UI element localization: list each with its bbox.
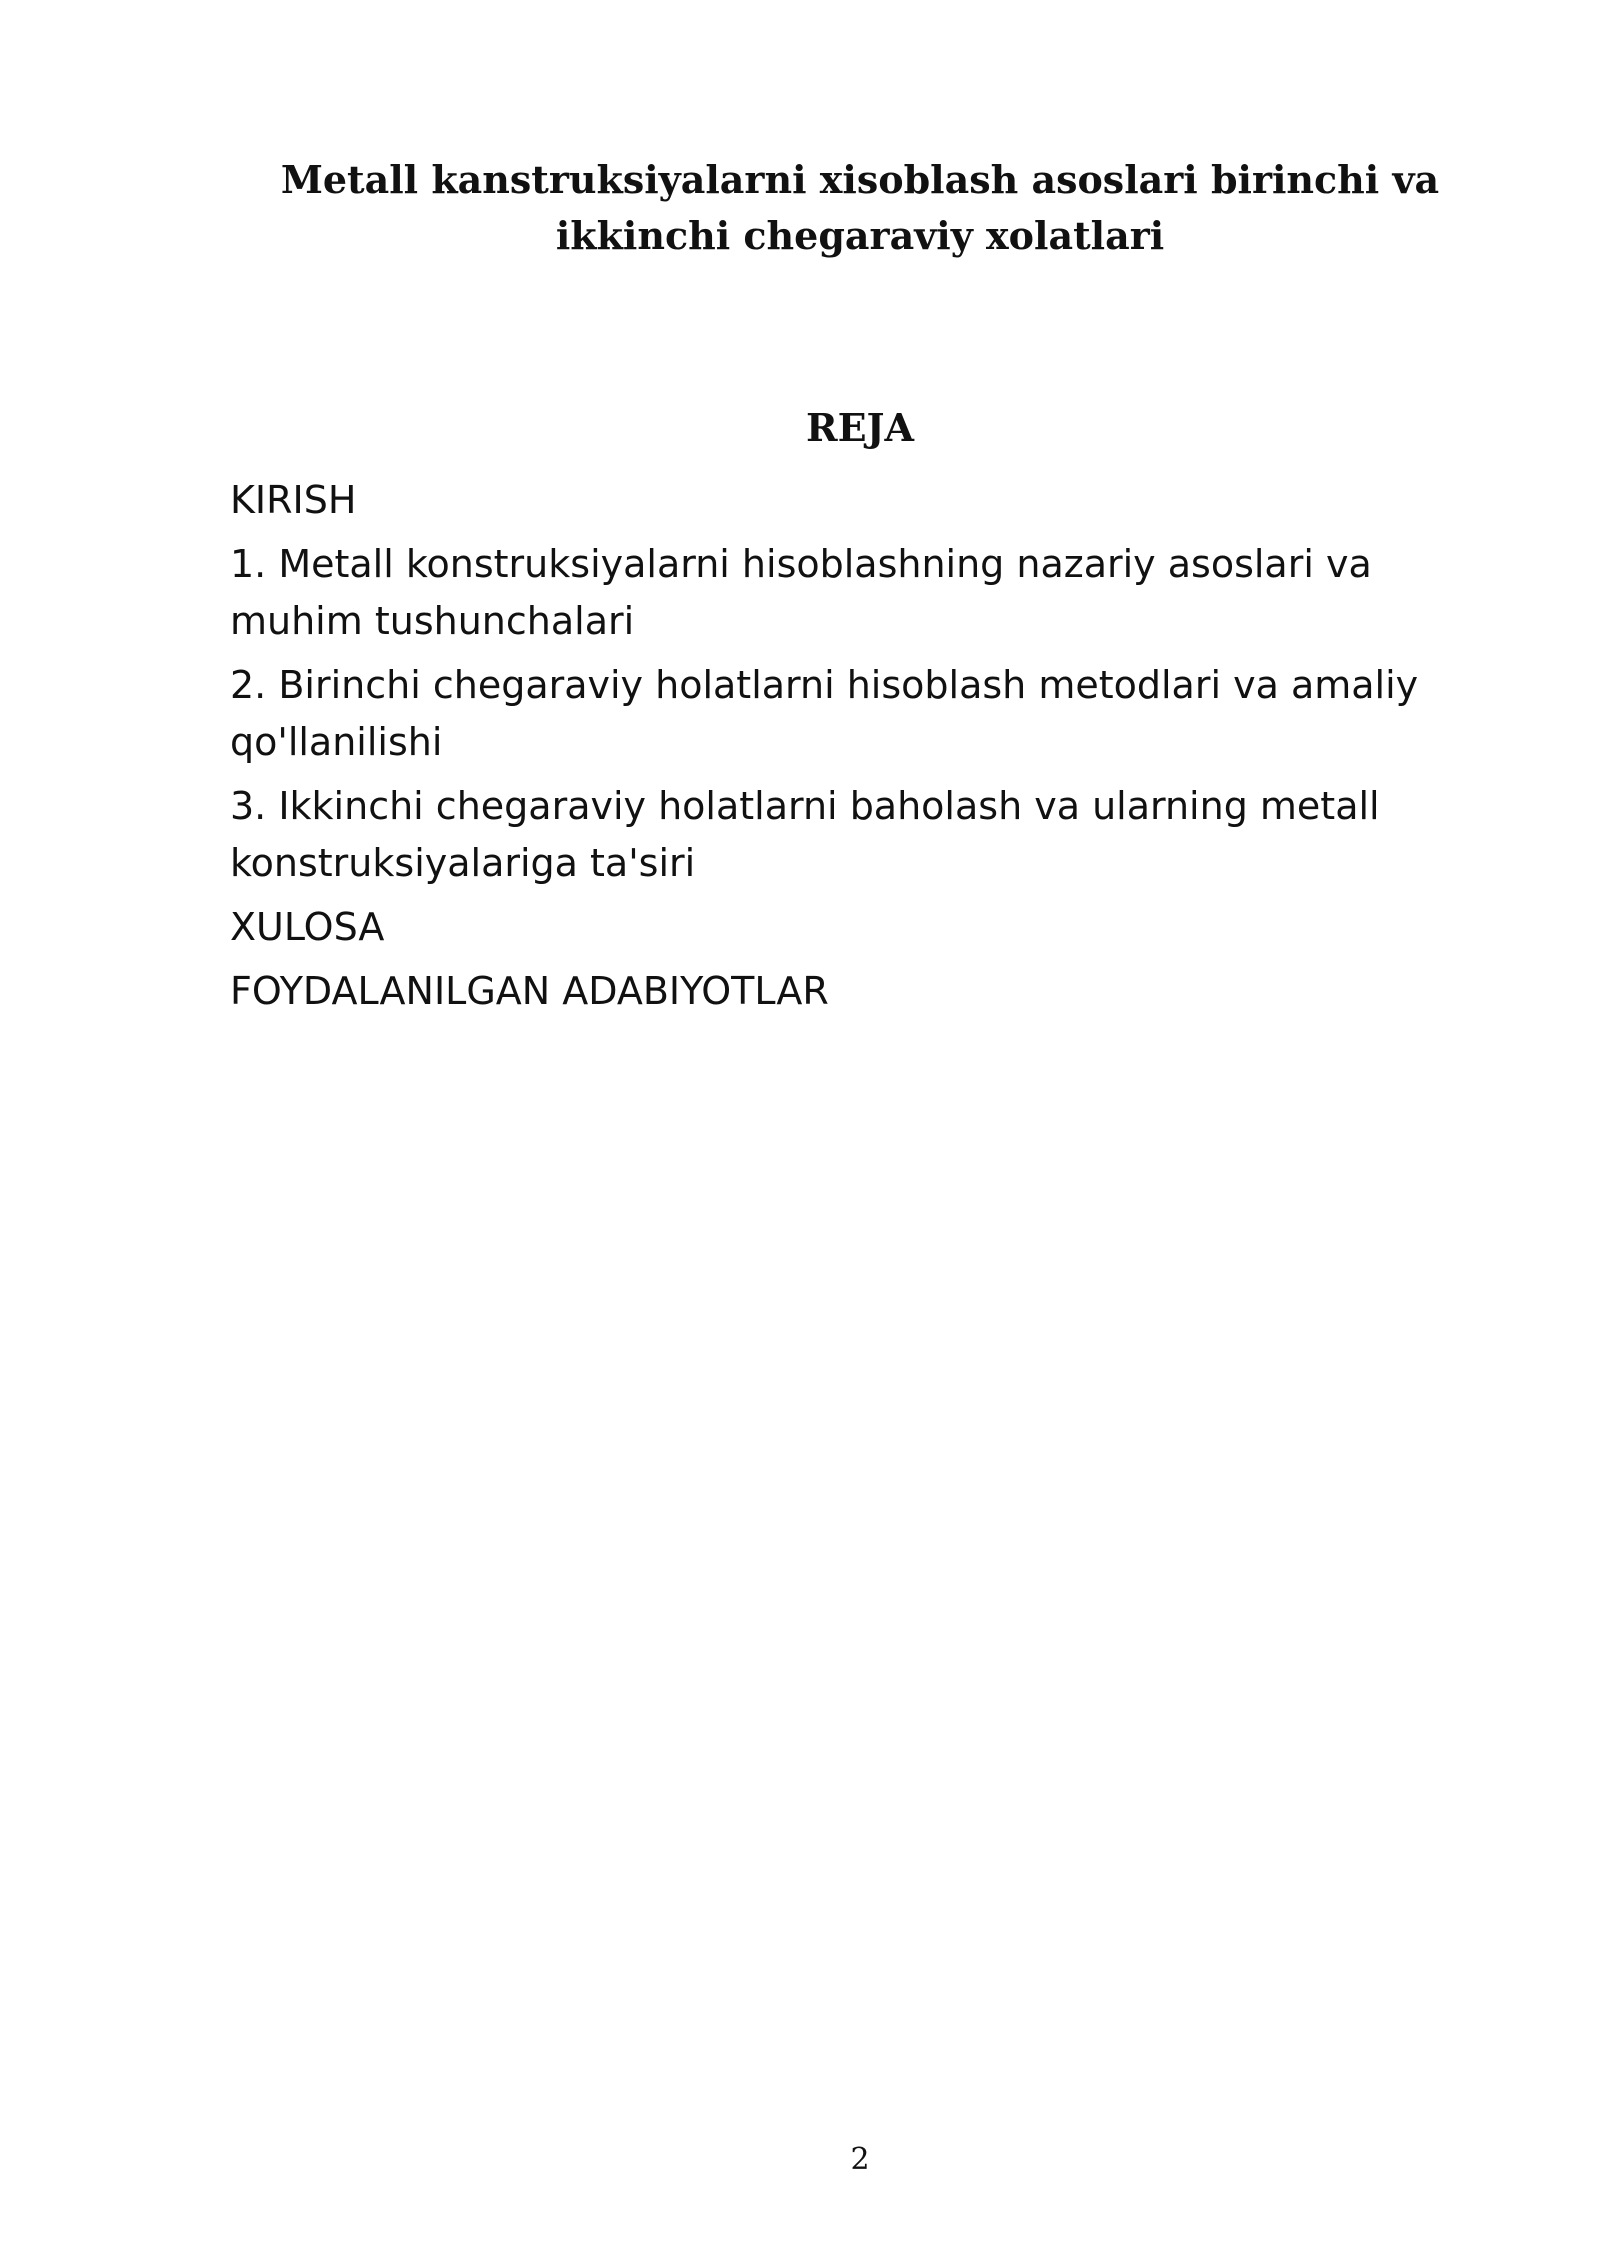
document-title-line-2: ikkinchi chegaraviy xolatlari	[555, 213, 1165, 258]
plan-item-conclusion: XULOSA	[230, 905, 385, 949]
plan-heading: REJA	[805, 405, 914, 450]
plan-list	[230, 472, 1460, 1027]
plan-item-references: FOYDALANILGAN ADABIYOTLAR	[230, 969, 829, 1013]
document-title-line-1: Metall kanstruksiyalarni xisoblash asoslari birinchi va	[280, 157, 1440, 202]
plan-item-2: 2. Birinchi chegaraviy holatlarni hisoblash metodlari va amaliy qo'llanilishi	[230, 663, 1419, 764]
page-number: 2	[850, 2142, 870, 2177]
plan-item-1: 1. Metall konstruksiyalarni hisoblashning nazariy asoslari va muhim tushunchalari	[230, 542, 1372, 643]
document-title	[230, 152, 1490, 264]
plan-item-introduction: KIRISH	[230, 478, 357, 522]
plan-item-3: 3. Ikkinchi chegaraviy holatlarni baholash va ularning metall konstruksiyalariga ta'siri	[230, 784, 1380, 885]
